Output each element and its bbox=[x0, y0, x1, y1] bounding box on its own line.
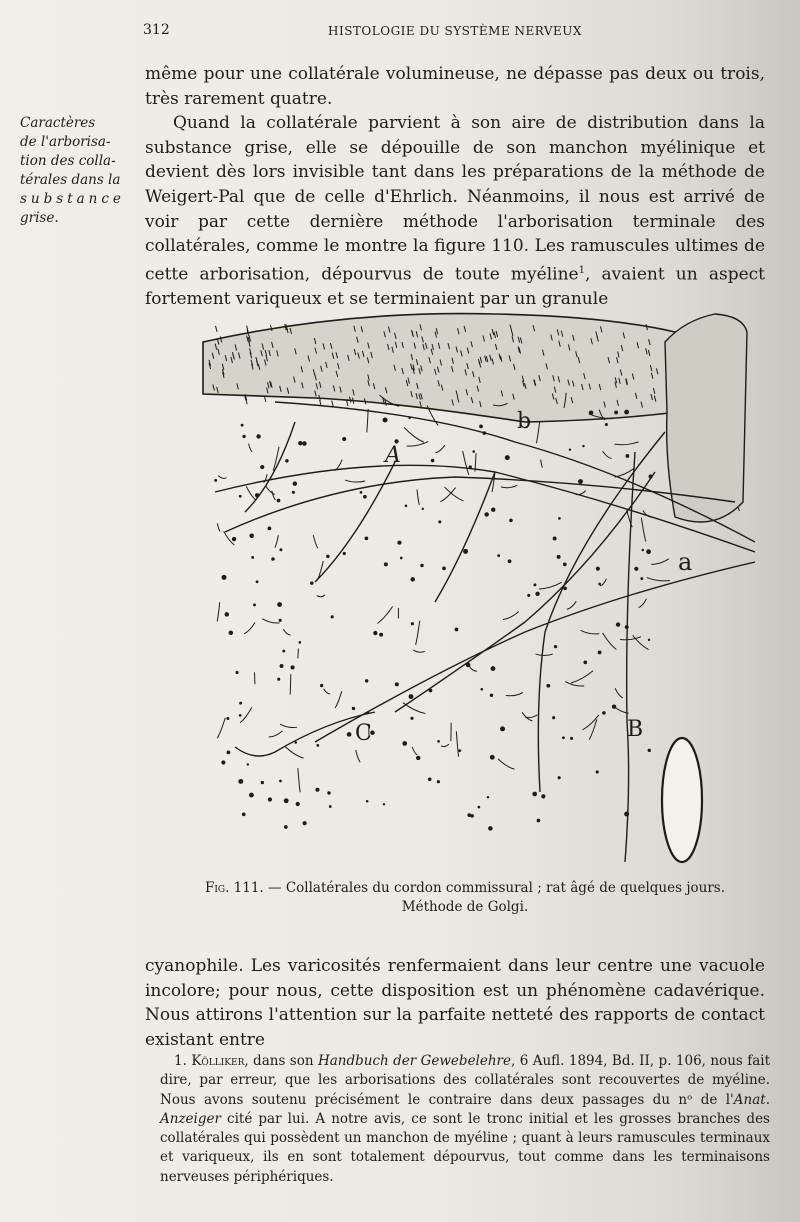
figure-label-b: b bbox=[517, 409, 532, 434]
footnote-text bbox=[160, 1052, 770, 1187]
terminal-twig bbox=[218, 476, 226, 479]
footnote-journal: Anat. Anzeiger bbox=[160, 1091, 770, 1127]
collateral-fiber bbox=[435, 472, 495, 602]
page-header bbox=[0, 22, 800, 42]
varicosity bbox=[532, 792, 537, 797]
footnote-book-title: Handbuch der Gewebelehre bbox=[317, 1053, 512, 1069]
terminal-twig bbox=[539, 582, 562, 589]
footnote bbox=[160, 1052, 770, 1187]
paragraph-main-end: , avaient un aspect fortement variqueux et se terminaient par un granule bbox=[145, 264, 765, 309]
varicosity bbox=[458, 749, 461, 752]
varicosity bbox=[563, 563, 567, 567]
terminal-twig bbox=[463, 451, 469, 475]
varicosity bbox=[242, 435, 245, 438]
terminal-twig bbox=[249, 444, 253, 452]
varicosity bbox=[487, 796, 489, 798]
terminal-twig bbox=[647, 578, 670, 581]
paragraph-second: cyanophile. Les varicosités renfermaient dans leur centre une vacuole incolore; pour nous, cette disposition est un phénomène cadavérique. Nous attirons l'attention sur la parfaite netteté des rapports de contact existant entre bbox=[145, 956, 765, 1050]
varicosity bbox=[614, 410, 618, 414]
varicosity bbox=[242, 813, 246, 817]
varicosity bbox=[221, 760, 225, 764]
terminal-twig bbox=[536, 421, 539, 443]
varicosity bbox=[598, 650, 602, 654]
terminal-twig bbox=[240, 707, 252, 723]
varicosity bbox=[558, 517, 561, 520]
margin-note-line: tion des colla- bbox=[20, 153, 116, 169]
varicosity bbox=[416, 756, 420, 760]
varicosity bbox=[251, 556, 254, 559]
varicosity bbox=[366, 800, 369, 803]
varicosity bbox=[463, 549, 468, 554]
varicosity bbox=[277, 499, 281, 503]
varicosity bbox=[298, 441, 302, 445]
varicosity bbox=[546, 684, 550, 688]
figure-label-A: A bbox=[385, 443, 401, 468]
varicosity bbox=[239, 714, 242, 717]
paragraph-main-text: Quand la collatérale parvient à son aire de distribution dans la substance grise, elle se dépouille de son manchon myélinique et devient dès lors invisible tant dans les préparations de la méthode de Weigert-Pal que de celle d'Ehrlich. Néanmoins, il nous est arrivé de voir par cette dernière méthode l'arborisation terminale des collatérales, comme le montre la figure 110. Les ramuscules ultimes de cette arborisation, dépourvus de toute myéline bbox=[145, 113, 765, 285]
figure-caption bbox=[170, 879, 760, 917]
varicosity bbox=[256, 580, 259, 583]
varicosity bbox=[409, 694, 414, 699]
varicosity bbox=[410, 577, 415, 582]
varicosity bbox=[570, 737, 573, 740]
terminal-twig bbox=[275, 535, 279, 547]
varicosity bbox=[284, 798, 289, 803]
varicosity bbox=[329, 805, 332, 808]
margin-note-line: térales dans la bbox=[20, 172, 121, 188]
terminal-twig bbox=[412, 747, 417, 755]
terminal-twig bbox=[413, 650, 424, 652]
varicosity bbox=[482, 431, 486, 435]
terminal-twig bbox=[615, 688, 623, 698]
terminal-twig bbox=[456, 731, 458, 756]
terminal-twig bbox=[285, 746, 303, 758]
varicosity bbox=[648, 474, 652, 478]
terminal-twig bbox=[600, 579, 606, 586]
varicosity bbox=[478, 806, 481, 809]
varicosity bbox=[605, 423, 608, 426]
varicosity bbox=[438, 520, 441, 523]
varicosity bbox=[277, 602, 282, 607]
varicosity bbox=[326, 555, 329, 558]
varicosity bbox=[238, 779, 243, 784]
terminal-twig bbox=[603, 451, 612, 458]
varicosity bbox=[365, 679, 368, 682]
varicosity bbox=[442, 566, 446, 570]
white-matter-band bbox=[203, 314, 677, 422]
oval-vessel bbox=[662, 738, 702, 862]
varicosity bbox=[320, 684, 323, 687]
varicosity bbox=[497, 554, 500, 557]
varicosity bbox=[634, 567, 638, 571]
varicosity bbox=[596, 567, 600, 571]
footnote-text-a: , dans son bbox=[244, 1053, 318, 1069]
varicosity bbox=[557, 555, 561, 559]
varicosity bbox=[268, 527, 272, 531]
varicosity bbox=[455, 628, 459, 632]
varicosity bbox=[373, 631, 377, 635]
varicosity bbox=[491, 666, 496, 671]
terminal-twig bbox=[603, 633, 617, 650]
varicosity bbox=[626, 454, 630, 458]
terminal-twig bbox=[262, 619, 279, 623]
margin-note-line: de l'arborisa- bbox=[20, 134, 111, 150]
varicosity bbox=[616, 622, 620, 626]
varicosity bbox=[249, 534, 253, 538]
figure-label-a: a bbox=[678, 548, 693, 576]
varicosity bbox=[490, 694, 493, 697]
terminal-twig bbox=[503, 611, 519, 619]
varicosity bbox=[227, 751, 231, 755]
terminal-twig bbox=[536, 654, 553, 656]
terminal-twig bbox=[266, 486, 275, 495]
terminal-twig bbox=[506, 693, 523, 696]
varicosity bbox=[239, 702, 242, 705]
varicosity bbox=[646, 549, 651, 554]
terminal-twig bbox=[345, 480, 365, 482]
varicosity bbox=[467, 813, 471, 817]
caption-line-2: Méthode de Golgi. bbox=[401, 899, 529, 915]
varicosity bbox=[527, 594, 530, 597]
varicosity bbox=[405, 504, 408, 507]
varicosity bbox=[271, 557, 275, 561]
varicosity bbox=[582, 445, 584, 447]
varicosity bbox=[310, 581, 314, 585]
varicosity bbox=[343, 552, 346, 555]
varicosity bbox=[596, 770, 599, 773]
terminal-twig bbox=[217, 523, 220, 531]
varicosity bbox=[583, 661, 587, 665]
varicosity bbox=[247, 763, 249, 765]
terminal-twig bbox=[298, 649, 299, 659]
terminal-twig bbox=[522, 712, 532, 721]
terminal-twig bbox=[639, 599, 647, 608]
varicosity bbox=[612, 704, 616, 708]
varicosity bbox=[479, 424, 483, 428]
varicosity bbox=[279, 780, 282, 783]
varicosity bbox=[569, 448, 571, 450]
varicosity bbox=[408, 417, 410, 419]
terminal-twig bbox=[501, 485, 517, 487]
varicosity bbox=[484, 512, 488, 516]
varicosity bbox=[541, 794, 545, 798]
terminal-twig bbox=[313, 535, 318, 548]
varicosity bbox=[480, 688, 483, 691]
varicosities bbox=[214, 410, 652, 831]
varicosity bbox=[533, 583, 536, 586]
terminal-twig bbox=[541, 460, 543, 468]
varicosity bbox=[466, 663, 471, 668]
hatch-stroke bbox=[216, 326, 218, 332]
varicosity bbox=[279, 619, 282, 622]
varicosity bbox=[221, 575, 226, 580]
varicosity bbox=[563, 587, 567, 591]
varicosity bbox=[331, 615, 334, 618]
varicosity bbox=[578, 479, 583, 484]
varicosity bbox=[402, 741, 407, 746]
terminal-twig bbox=[435, 445, 445, 453]
footnote-author: Kölliker bbox=[191, 1053, 245, 1069]
footnote-number: 1. bbox=[174, 1053, 187, 1069]
varicosity bbox=[363, 495, 367, 499]
terminal-twig bbox=[283, 629, 290, 635]
terminal-twig bbox=[583, 715, 599, 730]
caption-text: — Collatérales du cordon commissural ; rat âgé de quelques jours. bbox=[263, 880, 726, 896]
paragraph-continued: même pour une collatérale volumineuse, ne dépasse pas deux ou trois, très rarement quatre. bbox=[145, 64, 765, 109]
terminal-twig bbox=[641, 518, 645, 542]
varicosity bbox=[235, 671, 238, 674]
caption-figure-label: Fig. 111. bbox=[204, 880, 264, 896]
golgi-figure bbox=[195, 302, 755, 872]
varicosity bbox=[552, 716, 555, 719]
terminal-twig bbox=[441, 744, 449, 746]
varicosity bbox=[226, 717, 229, 720]
varicosity bbox=[280, 664, 284, 668]
varicosity bbox=[535, 592, 539, 596]
terminal-twig bbox=[581, 630, 600, 634]
varicosity bbox=[625, 625, 629, 629]
varicosity bbox=[303, 821, 307, 825]
terminal-twig bbox=[246, 486, 256, 500]
terminal-twig bbox=[651, 559, 669, 564]
varicosity bbox=[509, 519, 513, 523]
margin-note-line: substance bbox=[20, 191, 125, 207]
varicosity bbox=[225, 612, 230, 617]
varicosity bbox=[293, 481, 297, 485]
footnote-text-b: , 6 Aufl. 1894, Bd. II, p. 106, nous fait dire, par erreur, que les arborisations des collatérales sont recouvertes de myéline. Nous avons soutenu précisément le contraire dans deux passages du nᵒ de l' bbox=[160, 1053, 771, 1108]
varicosity bbox=[640, 577, 643, 580]
page-number: 312 bbox=[143, 22, 170, 38]
varicosity bbox=[268, 797, 272, 801]
varicosity bbox=[410, 717, 413, 720]
varicosity bbox=[360, 491, 363, 494]
terminal-twig bbox=[280, 724, 297, 727]
varicosity bbox=[537, 819, 541, 823]
margin-note bbox=[20, 114, 132, 228]
varicosity bbox=[239, 495, 242, 498]
varicosity bbox=[602, 711, 606, 715]
terminal-twig bbox=[571, 671, 593, 683]
terminal-twig bbox=[335, 691, 342, 708]
varicosity bbox=[379, 633, 383, 637]
varicosity bbox=[642, 549, 645, 552]
varicosity bbox=[488, 826, 493, 831]
varicosity bbox=[302, 441, 307, 446]
figure-label-C: C bbox=[355, 721, 372, 746]
varicosity bbox=[648, 639, 650, 641]
paragraph-main bbox=[145, 111, 765, 311]
varicosity bbox=[383, 418, 388, 423]
varicosity bbox=[255, 493, 259, 497]
varicosity bbox=[367, 711, 370, 714]
terminal-twig bbox=[217, 718, 225, 738]
collateral-fiber bbox=[315, 462, 395, 582]
footnote-reference: 1 bbox=[578, 264, 585, 276]
terminal-twig bbox=[404, 428, 424, 443]
varicosity bbox=[437, 780, 440, 783]
varicosity bbox=[383, 803, 385, 805]
varicosity bbox=[284, 825, 288, 829]
varicosity bbox=[400, 557, 403, 560]
varicosity bbox=[299, 641, 302, 644]
varicosity bbox=[342, 437, 346, 441]
varicosity bbox=[384, 562, 388, 566]
terminal-twig bbox=[525, 715, 537, 718]
varicosity bbox=[472, 450, 475, 453]
varicosity bbox=[282, 650, 285, 653]
caption-line-1 bbox=[170, 879, 760, 898]
varicosity bbox=[562, 736, 565, 739]
varicosity bbox=[505, 455, 510, 460]
varicosity bbox=[395, 682, 399, 686]
terminal-twig bbox=[272, 491, 276, 500]
varicosity bbox=[253, 603, 256, 606]
varicosity bbox=[347, 732, 352, 737]
varicosity bbox=[598, 583, 601, 586]
varicosity bbox=[429, 689, 433, 693]
varicosity bbox=[279, 548, 282, 551]
terminal-twig bbox=[324, 689, 331, 694]
varicosity bbox=[431, 459, 435, 463]
varicosity bbox=[558, 776, 561, 779]
varicosity bbox=[397, 541, 401, 545]
varicosity bbox=[249, 793, 254, 798]
varicosity bbox=[422, 508, 424, 510]
terminal-twig bbox=[290, 674, 291, 695]
terminal-twig bbox=[407, 442, 428, 447]
collateral-fiber bbox=[235, 712, 375, 756]
varicosity bbox=[241, 424, 244, 427]
varicosity bbox=[491, 507, 495, 511]
terminal-twig bbox=[298, 768, 300, 792]
varicosity bbox=[261, 781, 264, 784]
varicosity bbox=[291, 665, 295, 669]
varicosity bbox=[277, 678, 280, 681]
varicosity bbox=[648, 749, 651, 752]
varicosity bbox=[232, 537, 236, 541]
varicosity bbox=[624, 811, 629, 816]
terminal-twig bbox=[589, 719, 597, 739]
varicosity bbox=[352, 707, 355, 710]
varicosity bbox=[214, 479, 217, 482]
terminal-twig bbox=[217, 602, 219, 621]
varicosity bbox=[316, 744, 319, 747]
body-text-top bbox=[145, 62, 765, 312]
figure-label-B: B bbox=[627, 717, 644, 742]
varicosity bbox=[589, 411, 594, 416]
varicosity bbox=[315, 788, 319, 792]
varicosity bbox=[437, 740, 440, 743]
varicosity bbox=[327, 791, 330, 794]
running-title: HISTOLOGIE DU SYSTÈME NERVEUX bbox=[328, 24, 582, 38]
varicosity bbox=[296, 802, 300, 806]
varicosity bbox=[490, 755, 495, 760]
terminal-twig bbox=[620, 637, 641, 640]
margin-note-line: grise. bbox=[20, 210, 59, 226]
terminal-twig bbox=[367, 409, 368, 433]
varicosity bbox=[285, 459, 288, 462]
terminal-twig bbox=[269, 731, 283, 737]
terminal-twig bbox=[416, 621, 420, 645]
varicosity bbox=[295, 741, 298, 744]
varicosity bbox=[428, 777, 432, 781]
varicosity bbox=[508, 559, 512, 563]
varicosity bbox=[256, 434, 260, 438]
terminal-twig bbox=[417, 489, 419, 504]
varicosity bbox=[229, 631, 234, 636]
terminal-twig bbox=[567, 601, 576, 609]
terminal-twig bbox=[377, 606, 392, 623]
varicosity bbox=[469, 465, 472, 468]
collateral-fiber bbox=[315, 562, 755, 742]
varicosity bbox=[292, 491, 295, 494]
terminal-twig bbox=[317, 595, 325, 597]
varicosity bbox=[411, 622, 414, 625]
collateral-fiber bbox=[225, 477, 735, 532]
footnote-text-c: cité par lui. A notre avis, ce sont le tronc initial et les grosses branches des collatérales qui possèdent un manchon de myéline ; quant à leurs ramuscules terminaux et variqueux, ils en sont totalement dépourvus, tout comme dans les terminaisons nerveuses périphériques. bbox=[160, 1110, 770, 1185]
terminal-twig bbox=[498, 759, 514, 769]
margin-note-line: Caractères bbox=[20, 115, 96, 131]
collateral-fiber bbox=[245, 422, 295, 512]
varicosity bbox=[553, 536, 557, 540]
varicosity bbox=[554, 645, 557, 648]
varicosity bbox=[624, 410, 629, 415]
collateral-fiber bbox=[625, 452, 635, 862]
varicosity bbox=[420, 564, 423, 567]
terminal-twig bbox=[356, 750, 361, 762]
hatch-stroke bbox=[332, 401, 334, 407]
terminal-twig bbox=[469, 666, 477, 671]
terminal-twig bbox=[255, 672, 256, 684]
varicosity bbox=[365, 536, 369, 540]
varicosity bbox=[260, 465, 264, 469]
terminal-twig bbox=[614, 442, 638, 445]
terminal-twig bbox=[244, 623, 255, 634]
body-text-bottom bbox=[145, 954, 765, 1052]
varicosity bbox=[500, 726, 505, 731]
right-fiber-bundle bbox=[665, 314, 747, 522]
